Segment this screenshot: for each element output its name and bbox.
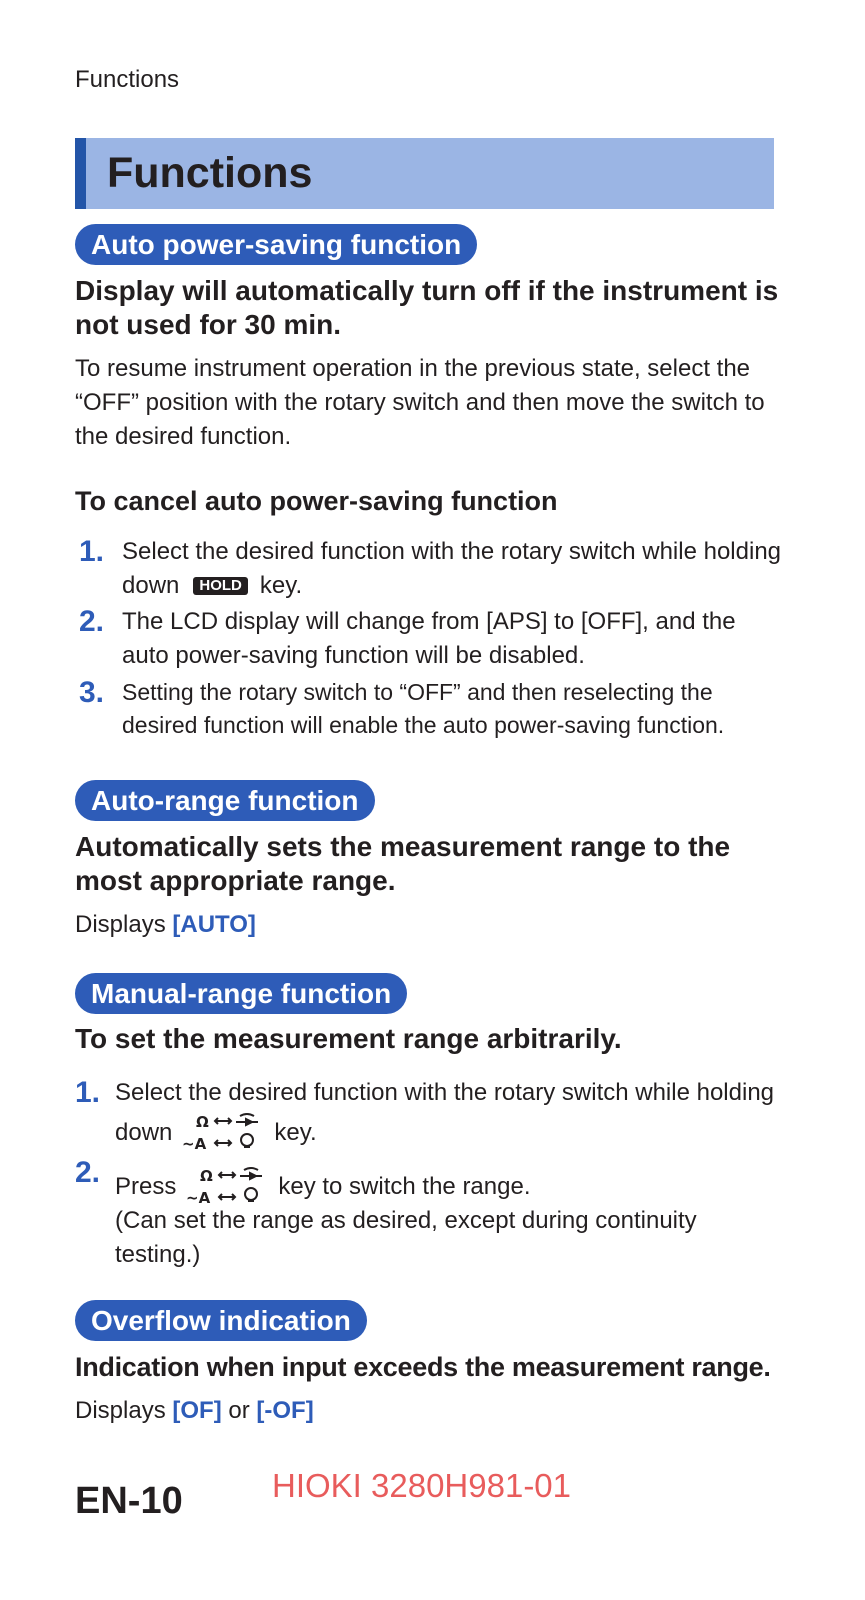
auto-power-lead: Display will automatically turn off if the instrument is not used for 30 min. [75, 275, 779, 340]
overflow-display [75, 1394, 785, 1428]
svg-text:Ω: Ω [200, 1167, 214, 1185]
hold-key-icon: HOLD [193, 577, 248, 595]
step-note: (Can set the range as desired, except during continuity testing.) [115, 1207, 697, 1268]
auto-indicator: [AUTO] [172, 911, 256, 938]
section-heading-auto-range: Auto-range function [75, 780, 375, 821]
step-number: 3. [79, 676, 105, 709]
cancel-heading: To cancel auto power-saving function [75, 486, 558, 516]
or-text: or [228, 1397, 250, 1424]
overflow-lead: Indication when input exceeds the measurement range. [75, 1352, 771, 1382]
step-text [115, 1076, 775, 1164]
displays-label: Displays [75, 1397, 166, 1424]
step-text-post: key. [259, 572, 303, 599]
step-number: 1. [75, 1076, 101, 1109]
step-number: 2. [75, 1156, 101, 1189]
of-indicator: [OF] [172, 1397, 222, 1424]
step-text: Setting the rotary switch to “OFF” and then reselecting the desired function will enable the auto power-saving function. [122, 679, 725, 738]
displays-label: Displays [75, 911, 166, 938]
document-id: HIOKI 3280H981-01 [272, 1467, 572, 1504]
section-heading-overflow: Overflow indication [75, 1300, 367, 1341]
step-text-post: key. [274, 1119, 317, 1146]
manual-range-lead: To set the measurement range arbitrarily. [75, 1023, 622, 1054]
step-number: 2. [79, 605, 105, 638]
step-text-pre: Select the desired function with the rotary switch while holding down [122, 538, 782, 599]
svg-text:Ω: Ω [196, 1113, 210, 1131]
step-text-pre: Press [115, 1173, 177, 1200]
page-title: Functions [107, 149, 313, 197]
page-number: EN-10 [75, 1480, 183, 1522]
step-text [122, 535, 782, 603]
step-text-post: key to switch the range. [278, 1173, 531, 1200]
title-bar [75, 138, 774, 209]
step-text: The LCD display will change from [APS] to [OFF], and the auto power-saving function will be disabled. [122, 608, 736, 669]
auto-power-body: To resume instrument operation in the previous state, select the “OFF” position with the rotary switch and then move the switch to the desired function. [75, 355, 765, 450]
svg-text:~A: ~A [182, 1135, 207, 1153]
step-number: 1. [79, 535, 105, 568]
step-text-pre: Select the desired function with the rotary switch while holding down [115, 1079, 775, 1146]
neg-of-indicator: [-OF] [256, 1397, 314, 1424]
section-heading-auto-power: Auto power-saving function [75, 224, 477, 265]
svg-text:~A: ~A [186, 1189, 211, 1207]
running-head: Functions [75, 66, 180, 93]
auto-range-display [75, 908, 785, 942]
auto-range-lead: Automatically sets the measurement range to the most appropriate range. [75, 831, 731, 896]
range-key-icon [182, 1110, 264, 1164]
section-heading-manual-range: Manual-range function [75, 973, 407, 1014]
